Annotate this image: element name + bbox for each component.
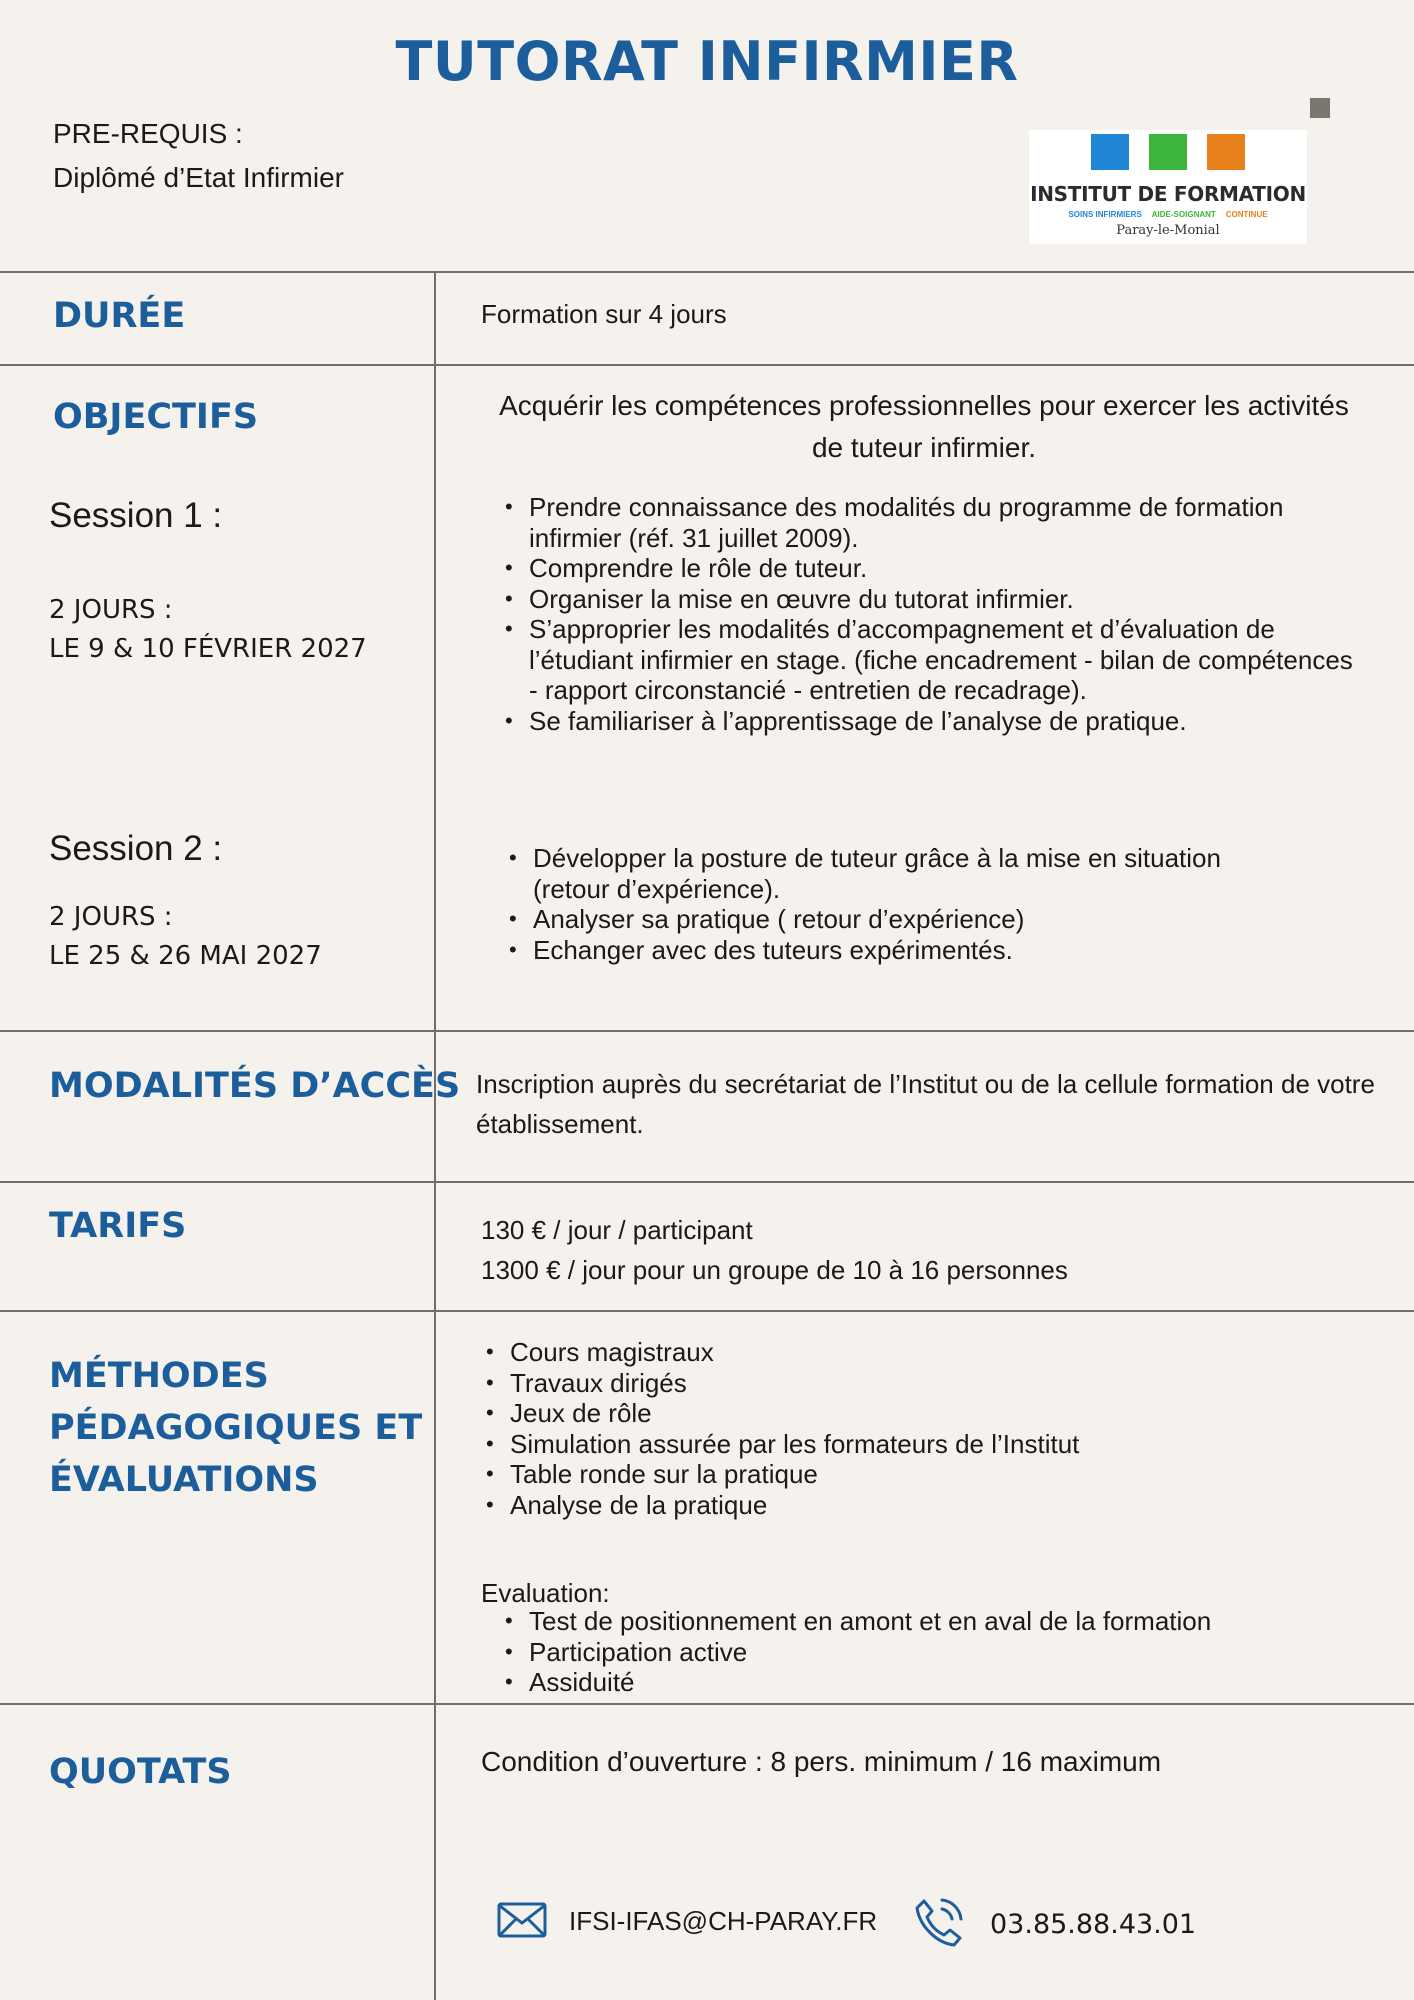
list-item: • Cours magistraux: [482, 1337, 1079, 1368]
objectifs-intro-line2: de tuteur infirmier.: [811, 432, 1037, 463]
prerequisites-value: Diplômé d’Etat Infirmier: [53, 162, 344, 193]
list-item: • Jeux de rôle: [482, 1398, 1079, 1429]
modalites-heading: MODALITÉS D’ACCÈS: [49, 1066, 461, 1106]
session2-days: 2 JOURS :: [49, 902, 173, 932]
objectifs-intro: [434, 385, 1414, 469]
objectifs-intro-line1: Acquérir les compétences professionnelles pour exercer les activités: [499, 390, 1349, 421]
logo-city: Paray-le-Monial: [1116, 223, 1220, 238]
quotats-heading: QUOTATS: [49, 1752, 232, 1792]
contact-email[interactable]: IFSI-IFAS@CH-PARAY.FR: [569, 1906, 878, 1936]
session2-objectives: [505, 843, 1221, 965]
institute-logo: [1029, 130, 1307, 244]
divider: [0, 1181, 1414, 1183]
session1-days: 2 JOURS :: [49, 595, 173, 625]
modalites-text: [476, 1064, 1375, 1144]
tarifs-line1: 130 € / jour / participant: [481, 1215, 753, 1245]
session1-date: LE 9 & 10 FÉVRIER 2027: [49, 634, 367, 664]
list-item: • Test de positionnement en amont et en aval de la formation: [501, 1606, 1211, 1637]
evaluation-list: [501, 1606, 1211, 1698]
logo-square-blue: [1091, 134, 1129, 170]
modalites-line2: établissement.: [476, 1109, 644, 1139]
list-item: • Prendre connaissance des modalités du programme de formation infirmier (réf. 31 juillet 2009).: [501, 492, 1353, 553]
methodes-heading-line1: MÉTHODES: [49, 1356, 269, 1396]
tarifs-text: [481, 1210, 1068, 1290]
list-item: • Participation active: [501, 1637, 1211, 1668]
list-item: • Echanger avec des tuteurs expérimentés.: [505, 935, 1221, 966]
contact-phone[interactable]: 03.85.88.43.01: [990, 1909, 1197, 1940]
methodes-heading-line2: PÉDAGOGIQUES ET: [49, 1408, 423, 1448]
methodes-heading: [49, 1350, 422, 1506]
session2-dates: [49, 898, 322, 976]
prerequisites: [53, 112, 344, 200]
session2-date: LE 25 & 26 MAI 2027: [49, 941, 322, 971]
phone-icon: [912, 1895, 966, 1949]
duree-text: Formation sur 4 jours: [481, 299, 727, 329]
divider: [0, 271, 1414, 273]
session1-label: Session 1 :: [49, 496, 223, 535]
divider: [0, 1703, 1414, 1705]
methodes-list: [482, 1337, 1079, 1520]
tarifs-heading: TARIFS: [49, 1206, 187, 1246]
divider: [0, 1310, 1414, 1312]
session1-dates: [49, 591, 367, 669]
logo-subtitle-3: CONTINUE: [1225, 210, 1268, 219]
objectifs-heading: OBJECTIFS: [53, 397, 259, 437]
modalites-line1: Inscription auprès du secrétariat de l’Institut ou de la cellule formation de votre: [476, 1069, 1375, 1099]
divider: [0, 1030, 1414, 1032]
logo-name: INSTITUT DE FORMATION: [1030, 182, 1306, 206]
prerequisites-label: PRE-REQUIS :: [53, 118, 243, 149]
logo-subtitle-2: AIDE-SOIGNANT: [1151, 210, 1216, 219]
quotats-text: Condition d’ouverture : 8 pers. minimum / 16 maximum: [481, 1746, 1162, 1777]
list-item: • Table ronde sur la pratique: [482, 1459, 1079, 1490]
column-divider: [434, 272, 436, 2000]
list-item: • Travaux dirigés: [482, 1368, 1079, 1399]
logo-square-green: [1149, 134, 1187, 170]
list-item: • Assiduité: [501, 1667, 1211, 1698]
decorative-square: [1310, 98, 1330, 118]
list-item: • Analyse de la pratique: [482, 1490, 1079, 1521]
list-item: • Organiser la mise en œuvre du tutorat infirmier.: [501, 584, 1353, 615]
list-item: • Simulation assurée par les formateurs de l’Institut: [482, 1429, 1079, 1460]
mail-icon: [497, 1902, 547, 1938]
logo-square-orange: [1207, 134, 1245, 170]
evaluation-label: Evaluation:: [481, 1578, 610, 1608]
divider: [0, 364, 1414, 366]
page-title: TUTORAT INFIRMIER: [395, 30, 1019, 93]
session2-label: Session 2 :: [49, 829, 223, 868]
session1-objectives: [501, 492, 1353, 736]
duree-heading: DURÉE: [53, 296, 186, 336]
list-item: • Se familiariser à l’apprentissage de l’analyse de pratique.: [501, 706, 1353, 737]
list-item: • Analyser sa pratique ( retour d’expérience): [505, 904, 1221, 935]
list-item: • S’approprier les modalités d’accompagnement et d’évaluation de l’étudiant infirmier en stage. (fiche encadrement - bilan de compétences - rapport circonstancié - entretien de recadrage).: [501, 614, 1353, 706]
methodes-heading-line3: ÉVALUATIONS: [49, 1460, 319, 1500]
logo-subtitle: [1029, 210, 1307, 219]
list-item: • Développer la posture de tuteur grâce à la mise en situation (retour d’expérience).: [505, 843, 1221, 904]
list-item: • Comprendre le rôle de tuteur.: [501, 553, 1353, 584]
logo-subtitle-1: SOINS INFIRMIERS: [1068, 210, 1142, 219]
tarifs-line2: 1300 € / jour pour un groupe de 10 à 16 personnes: [481, 1255, 1068, 1285]
